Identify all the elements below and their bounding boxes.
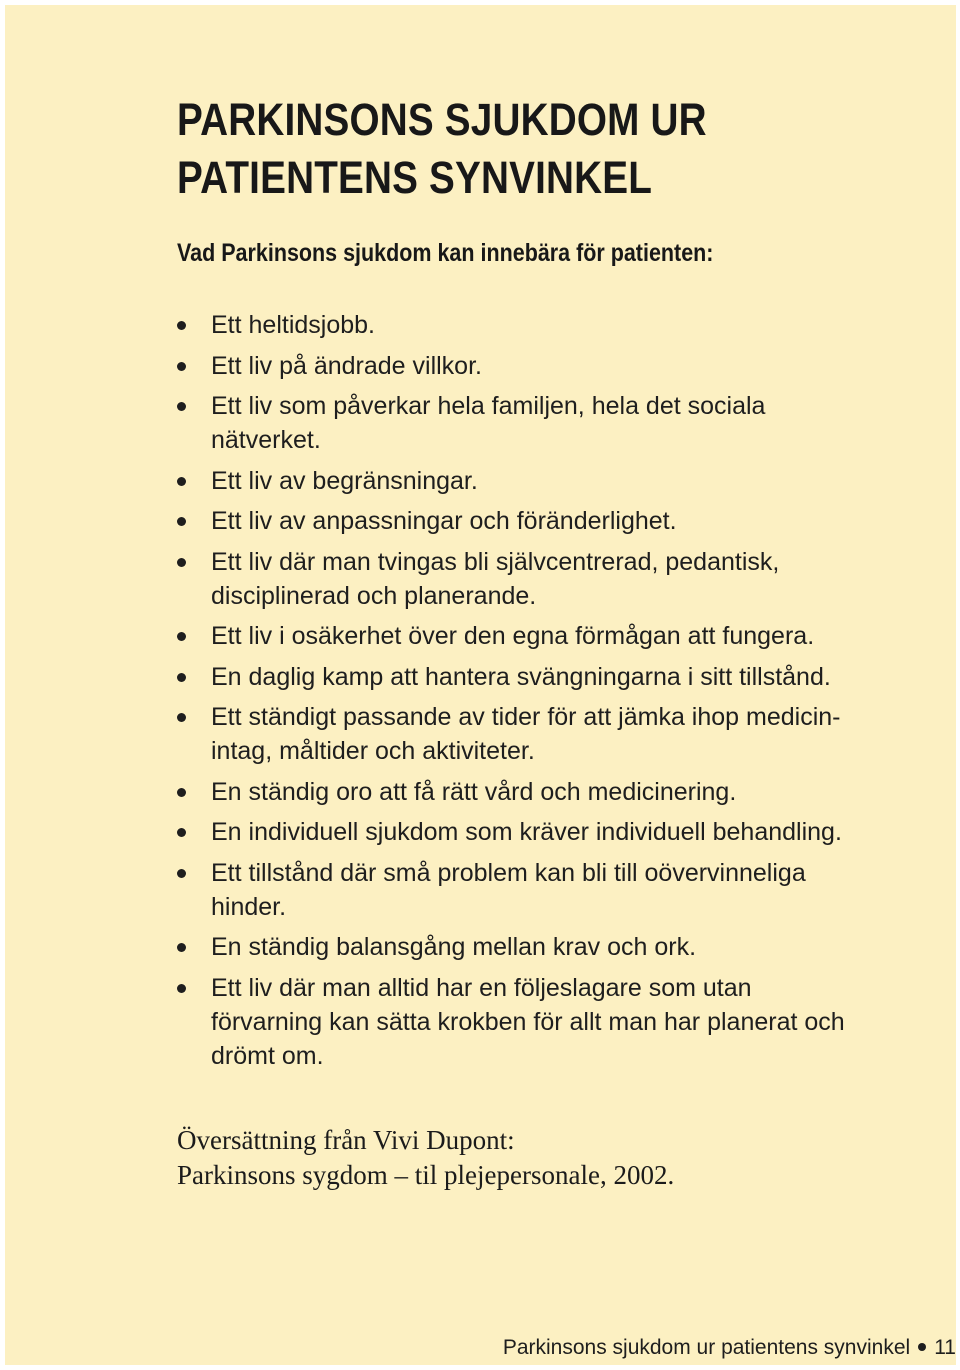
list-item [177,660,897,694]
list-item [177,464,897,498]
bullet-icon [177,869,186,878]
list-item [177,815,897,849]
list-item-text: Ett heltidsjobb. [211,311,375,339]
bullet-separator-icon [918,1343,926,1351]
list-item-text: Ett liv där man alltid har en följeslagare som utan förvarning kan sätta krokben för allt man har planerat och drömt om. [211,973,845,1070]
bullet-icon [177,943,186,952]
running-title: Parkinsons sjukdom ur patientens synvinkel [502,1336,911,1359]
source-translator: Översättning från Vivi Dupont: [177,1125,515,1155]
source-title: Parkinsons sygdom – til plejepersonale, 2002. [177,1160,675,1190]
list-item-text: Ett liv där man tvingas bli självcentrerad, pedantisk, disciplinerad och planerande. [211,547,780,610]
list-item-text: Ett tillstånd där små problem kan bli till oövervinneliga hinder. [211,858,806,921]
list-item-text: En individuell sjukdom som kräver individuell behandling. [211,818,842,846]
list-item-text: Ett liv av anpassningar och föränderlighet. [211,507,677,535]
source-citation [177,1123,674,1193]
bullet-icon [177,984,186,993]
list-item-text: Ett liv av begränsningar. [211,466,478,495]
list-item-text: Ett ständigt passande av tider för att jämka ihop medicin-intag, måltider och aktiviteter. [211,703,841,765]
list-item [177,930,897,964]
list-item [177,504,897,538]
title-line-2: PATIENTENS SYNVINKEL [177,152,653,203]
list-item [177,856,897,924]
bullet-icon [177,828,186,837]
bullet-icon [177,402,186,411]
bullet-icon [177,517,186,526]
bullet-icon [177,788,186,797]
list-item-text: Ett liv som påverkar hela familjen, hela det sociala nätverket. [211,392,766,454]
bullet-icon [177,673,186,682]
page-number: 11 [934,1336,956,1359]
bullet-icon [177,558,186,567]
page-footer [503,1335,956,1361]
bullet-list [177,308,897,1079]
list-item [177,775,897,809]
section-heading: Vad Parkinsons sjukdom kan innebära för patienten: [177,239,714,267]
list-item [177,308,897,342]
list-item-text: Ett liv på ändrade villkor. [211,351,482,380]
bullet-icon [177,362,186,371]
list-item [177,700,897,768]
list-item-text: En ständig oro att få rätt vård och medicinering. [211,777,737,806]
list-item-text: En daglig kamp att hantera svängningarna i sitt tillstånd. [211,662,831,691]
page-title [177,91,707,207]
list-item-text: Ett liv i osäkerhet över den egna förmågan att fungera. [211,622,815,650]
list-item-text: En ständig balansgång mellan krav och ork. [211,933,697,961]
list-item [177,545,897,613]
list-item [177,389,897,457]
list-item [177,349,897,383]
list-item [177,971,897,1073]
bullet-icon [177,713,186,722]
title-line-1: PARKINSONS SJUKDOM UR [177,94,707,145]
list-item [177,619,897,653]
bullet-icon [177,632,186,641]
bullet-icon [177,477,186,486]
bullet-icon [177,321,186,330]
page-panel [5,5,956,1365]
